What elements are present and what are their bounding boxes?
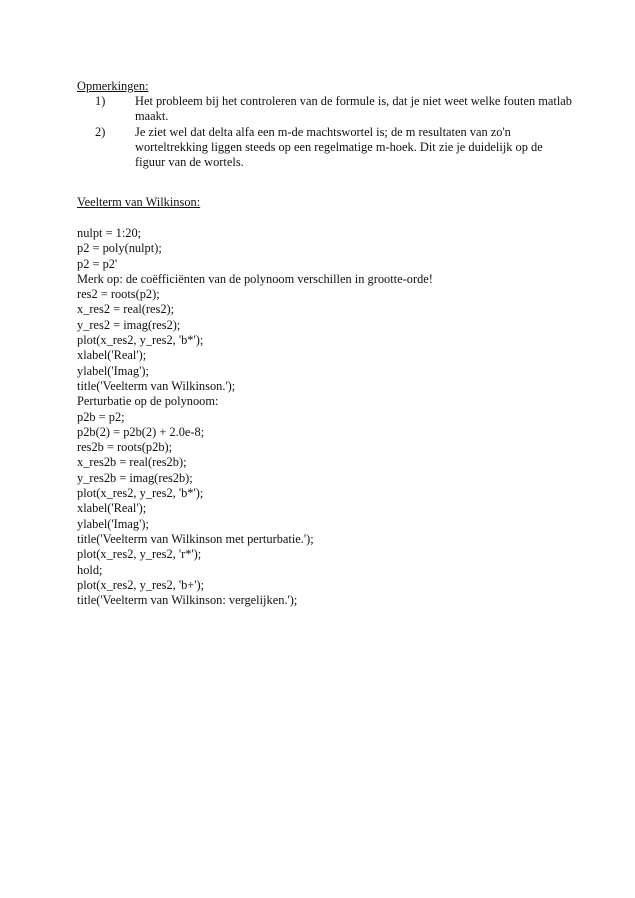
code-line: nulpt = 1:20; — [77, 226, 142, 240]
code-line: plot(x_res2, y_res2, 'b*'); — [77, 486, 204, 501]
code-line: p2 = poly(nulpt); — [77, 241, 162, 256]
code-line: x_res2 = real(res2); — [77, 302, 175, 317]
code-line: hold; — [77, 562, 103, 577]
code-line: res2 = roots(p2); — [77, 287, 160, 302]
code-line: y_res2b = imag(res2b); — [77, 470, 193, 485]
wilkinson-heading: Veelterm van Wilkinson: — [77, 195, 201, 209]
code-line: ylabel('Imag'); — [77, 363, 149, 378]
code-line: x_res2b = real(res2b); — [77, 455, 187, 470]
code-line: ylabel('Imag'); — [77, 516, 149, 531]
code-line: title('Veelterm van Wilkinson met perturbatie.'); — [77, 531, 314, 546]
remarks-list — [77, 94, 577, 170]
code-line: xlabel('Real'); — [77, 501, 147, 516]
remark-text: Het probleem bij het controleren van de formule is, dat je niet weet welke fouten matlab maakt. — [135, 94, 572, 124]
code-line: title('Veelterm van Wilkinson.'); — [77, 378, 236, 393]
remark-item — [77, 125, 577, 171]
remarks-heading: Opmerkingen: — [77, 79, 149, 93]
code-line: p2b = p2; — [77, 409, 125, 424]
code-line: p2 = p2' — [77, 256, 118, 271]
remark-number: 1) — [95, 94, 106, 108]
code-line: plot(x_res2, y_res2, 'r*'); — [77, 547, 202, 562]
remark-number: 2) — [95, 124, 106, 139]
code-line: Merk op: de coëfficiënten van de polynoom verschillen in grootte-orde! — [77, 271, 433, 286]
code-line: res2b = roots(p2b); — [77, 440, 173, 455]
code-line: p2b(2) = p2b(2) + 2.0e-8; — [77, 424, 205, 439]
remark-item — [77, 94, 577, 125]
remark-text: Je ziet wel dat delta alfa een m-de machtswortel is; de m resultaten van zo'n worteltrekking liggen steeds op een regelmatige m-hoek. Dit zie je duidelijk op de figuur van de wortels. — [135, 124, 543, 170]
code-line: plot(x_res2, y_res2, 'b*'); — [77, 333, 204, 348]
matlab-code-block — [77, 226, 597, 608]
code-line: xlabel('Real'); — [77, 348, 147, 363]
code-line: Perturbatie op de polynoom: — [77, 394, 219, 409]
code-line: title('Veelterm van Wilkinson: vergelijken.'); — [77, 593, 298, 608]
code-line: y_res2 = imag(res2); — [77, 317, 181, 332]
code-line: plot(x_res2, y_res2, 'b+'); — [77, 577, 205, 592]
